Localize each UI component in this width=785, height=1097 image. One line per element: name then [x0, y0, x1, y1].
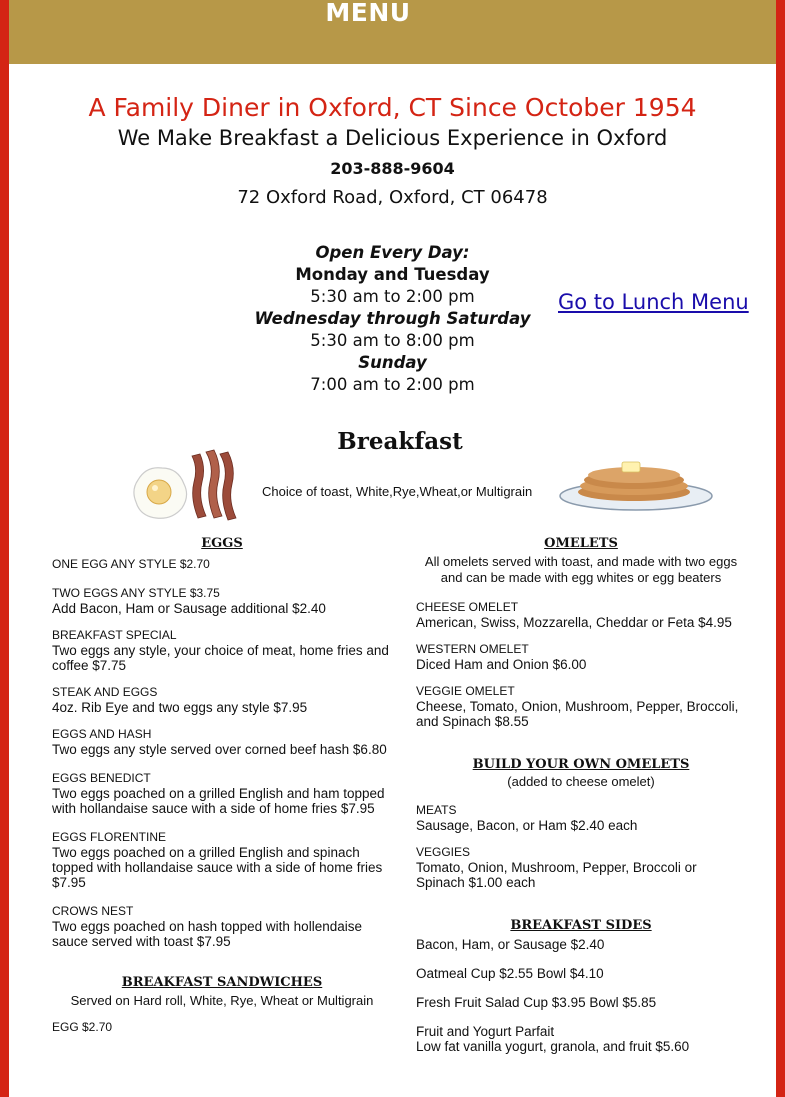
bacon-icon — [186, 448, 242, 524]
menu-item: VEGGIES Tomato, Onion, Mushroom, Pepper, Broccoli or Spinach $1.00 each — [416, 845, 697, 890]
opening-hours — [0, 242, 785, 396]
menu-item: STEAK AND EGGS 4oz. Rib Eye and two eggs any style $7.95 — [52, 685, 308, 715]
menu-title: Breakfast — [337, 428, 463, 455]
menu-item: MEATS Sausage, Bacon, or Ham $2.40 each — [416, 803, 638, 833]
breakfast-menu-image — [40, 420, 746, 1097]
menu-item: EGGS FLORENTINE Two eggs poached on a grilled English and spinach topped with hollandaise sauce with a side of home fries $7.95 — [52, 830, 383, 890]
sides-heading: BREAKFAST SIDES — [510, 918, 652, 933]
address: 72 Oxford Road, Oxford, CT 06478 — [237, 187, 548, 208]
header-title[interactable]: MENU — [325, 0, 411, 27]
menu-item: CHEESE OMELET American, Swiss, Mozzarella, Cheddar or Feta $4.95 — [416, 600, 732, 630]
hours-time-1: 5:30 am to 2:00 pm — [310, 287, 475, 306]
fried-egg-icon — [126, 460, 192, 522]
menu-item: TWO EGGS ANY STYLE $3.75 Add Bacon, Ham or Sausage additional $2.40 — [52, 586, 326, 616]
hours-time-2: 5:30 am to 8:00 pm — [310, 331, 475, 350]
sandwiches-note: Served on Hard roll, White, Rye, Wheat or Multigrain — [70, 993, 374, 1008]
menu-item: WESTERN OMELET Diced Ham and Onion $6.00 — [416, 642, 587, 672]
menu-item: ONE EGG ANY STYLE $2.70 — [52, 557, 210, 571]
header-bar — [9, 0, 776, 64]
menu-item: CROWS NEST Two eggs poached on hash topped with hollendaise sauce served with toast $7.95 — [52, 904, 362, 949]
hours-time-3: 7:00 am to 2:00 pm — [310, 375, 475, 394]
sandwiches-heading: BREAKFAST SANDWICHES — [121, 975, 323, 990]
subtagline: We Make Breakfast a Delicious Experience in Oxford — [117, 126, 668, 150]
side-item: Bacon, Ham, or Sausage $2.40 — [416, 937, 605, 952]
omelets-heading: OMELETS — [544, 536, 618, 551]
omelets-note: All omelets served with toast, and made with two eggs and can be made with egg whites or egg beaters — [424, 554, 738, 585]
pancakes-icon — [556, 458, 716, 514]
side-item: Fruit and Yogurt Parfait — [416, 1024, 555, 1039]
menu-item: EGGS AND HASH Two eggs any style served over corned beef hash $6.80 — [52, 727, 387, 757]
eggs-heading: EGGS — [201, 536, 243, 551]
menu-item: BREAKFAST SPECIAL Two eggs any style, your choice of meat, home fries and coffee $7.75 — [52, 628, 389, 673]
build-heading: BUILD YOUR OWN OMELETS — [472, 757, 690, 772]
toast-note: Choice of toast, White,Rye,Wheat,or Multigrain — [262, 484, 533, 499]
lunch-menu-link[interactable]: Go to Lunch Menu — [558, 290, 749, 314]
menu-left-column — [52, 536, 392, 1035]
hours-open-label: Open Every Day: — [315, 243, 470, 262]
sandwich-item: EGG $2.70 — [52, 1020, 113, 1034]
menu-right-column — [416, 536, 746, 1054]
phone-number: 203-888-9604 — [330, 159, 455, 178]
side-item: Low fat vanilla yogurt, granola, and fruit $5.60 — [416, 1039, 690, 1054]
build-note: (added to cheese omelet) — [507, 774, 655, 789]
hours-day-2: Wednesday through Saturday — [254, 309, 531, 328]
hours-day-3: Sunday — [358, 353, 427, 372]
menu-item: VEGGIE OMELET Cheese, Tomato, Onion, Mushroom, Pepper, Broccoli, and Spinach $8.55 — [416, 684, 739, 729]
menu-item: EGGS BENEDICT Two eggs poached on a grilled English and ham topped with hollandaise sauce with a side of home fries $7.95 — [52, 771, 385, 816]
hours-day-1: Monday and Tuesday — [295, 265, 490, 284]
side-item: Fresh Fruit Salad Cup $3.95 Bowl $5.85 — [416, 995, 657, 1010]
tagline: A Family Diner in Oxford, CT Since October 1954 — [88, 93, 697, 122]
side-item: Oatmeal Cup $2.55 Bowl $4.10 — [416, 966, 604, 981]
